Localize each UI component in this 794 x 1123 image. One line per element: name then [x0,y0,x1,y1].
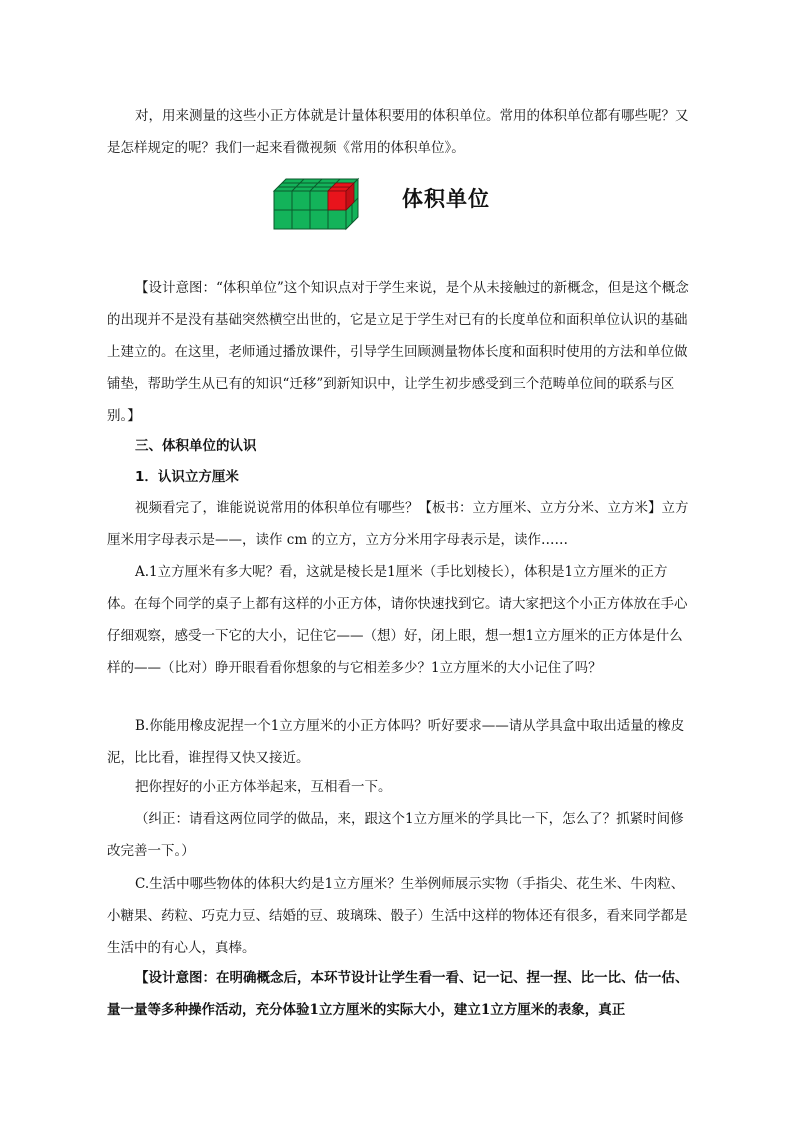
subsection-heading: 1．认识立方厘米 [135,469,239,485]
figure-title: 体积单位 [402,187,490,211]
design-intent-paragraph-2: 【设计意图：在明确概念后，本环节设计让学生看一看、记一记、捏一捏、比一比、估一估、量一量等多种操作活动，充分体验1立方厘米的实际大小，建立1立方厘米的表象，真正 [107,970,689,1018]
intro-paragraph: 对，用来测量的这些小正方体就是计量体积要用的体积单位。常用的体积单位都有哪些呢？又是怎样规定的呢？我们一起来看微视频《常用的体积单位》。 [107,108,689,156]
raise-cubes-paragraph: 把你捏好的小正方体举起来，互相看一下。 [135,779,392,795]
activity-b-paragraph: B.你能用橡皮泥捏一个1立方厘米的小正方体吗？听好要求——请从学具盒中取出适量的橡皮泥，比比看，谁捏得又快又接近。 [107,718,685,766]
design-intent-paragraph-1: 【设计意图：“体积单位”这个知识点对于学生来说，是个从未接触过的新概念，但是这个概念的出现并不是没有基础突然横空出世的，它是立足于学生对已有的长度单位和面积单位认识的基础上建立的。在这里，老师通过播放课件，引导学生回顾测量物体长度和面积时使用的方法和单位做铺垫，帮助学生从已有的知识“迁移”到新知识中，让学生初步感受到三个范畴单位间的联系与区别。】 [107,280,689,424]
correction-paragraph: （纠正：请看这两位同学的做品，来，跟这个1立方厘米的学具比一下，怎么了？抓紧时间修改完善一下。） [107,811,684,859]
section-heading: 三、体积单位的认识 [135,438,257,454]
activity-a-paragraph: A.1立方厘米有多大呢？看，这就是棱长是1厘米（手比划棱长），体积是1立方厘米的正方体。在每个同学的桌子上都有这样的小正方体，请你快速找到它。请大家把这个小正方体放在手心仔细观察，感受一下它的大小，记住它——（想）好，闭上眼，想一想1立方厘米的正方体是什么样的——（比对）睁开眼看看你想象的与它相差多少？1立方厘米的大小记住了吗？ [107,564,688,676]
volume-unit-cube-figure [270,175,530,235]
activity-c-paragraph: C.生活中哪些物体的体积大约是1立方厘米？生举例师展示实物（手指尖、花生米、牛肉粒、小糖果、药粒、巧克力豆、结婚的豆、玻璃珠、骰子）生活中这样的物体还有很多，看来同学都是生活中的有心人，真棒。 [107,876,688,956]
video-paragraph: 视频看完了，谁能说说常用的体积单位有哪些？【板书：立方厘米、立方分米、立方米】立方厘米用字母表示是——，读作 cm 的立方，立方分米用字母表示是，读作…… [107,500,689,548]
